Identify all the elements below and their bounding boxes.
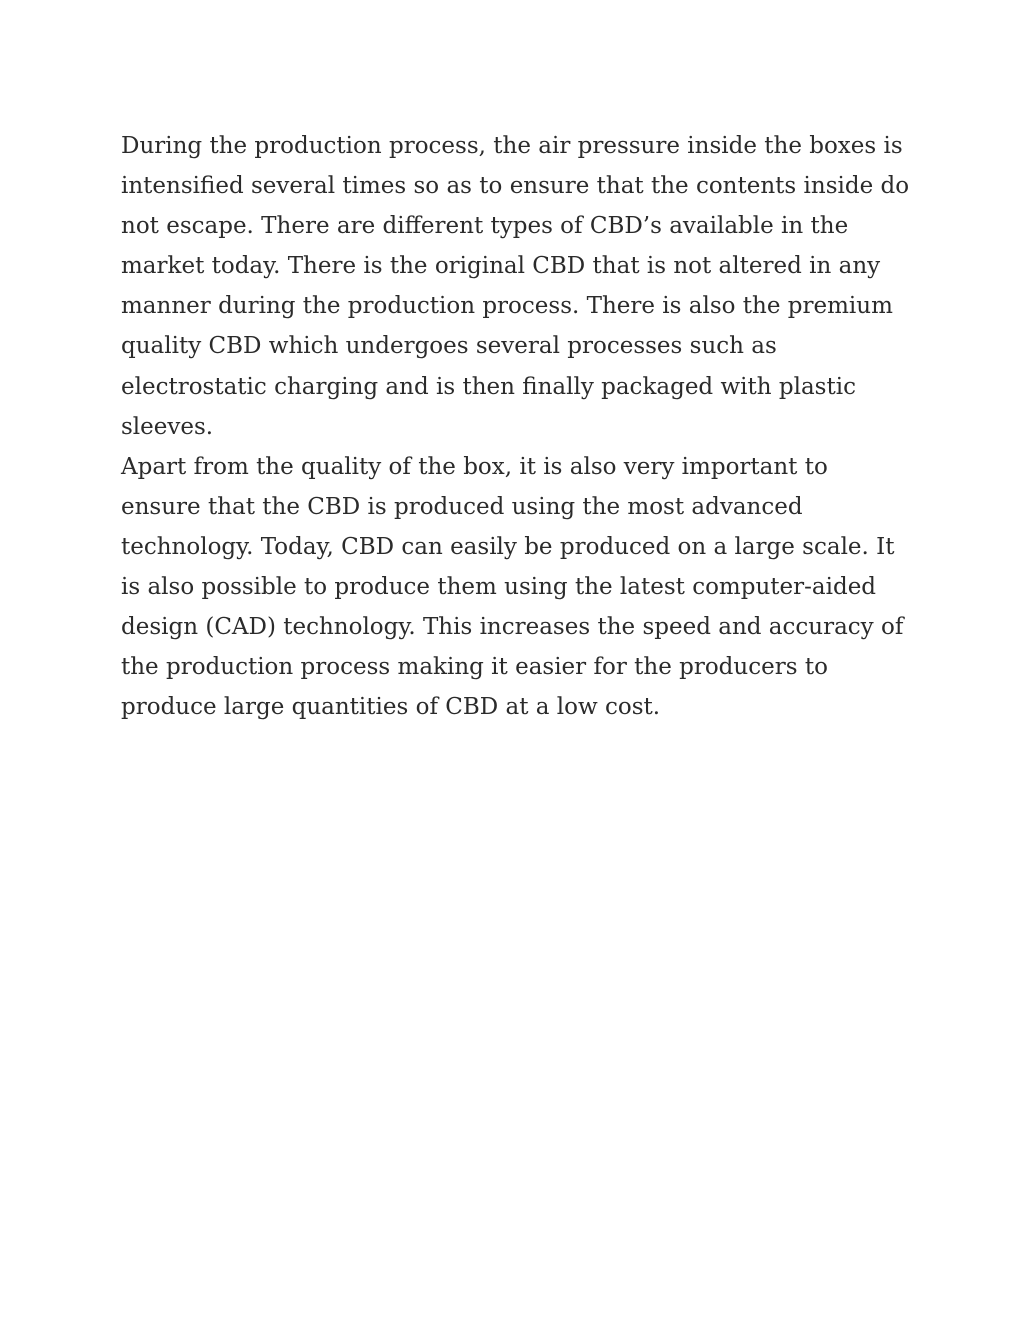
text-line: market today. There is the original CBD that is not altered in any: [121, 253, 881, 280]
text-line: not escape. There are different types of CBD’s available in the: [121, 213, 849, 240]
text-line: the production process making it easier for the producers to: [121, 654, 828, 681]
text-line: design (CAD) technology. This increases the speed and accuracy of: [121, 614, 904, 641]
text-line: During the production process, the air pressure inside the boxes is: [121, 133, 903, 159]
text-line: sleeves.: [121, 413, 214, 440]
text-line: Apart from the quality of the box, it is also very important to: [121, 453, 828, 480]
paragraph-production-process: [121, 126, 911, 447]
text-line: produce large quantities of CBD at a low cost.: [121, 694, 661, 721]
paragraph-technology: [121, 447, 911, 728]
text-line: manner during the production process. There is also the premium: [121, 293, 893, 320]
text-line: technology. Today, CBD can easily be produced on a large scale. It: [121, 533, 895, 560]
text-line: ensure that the CBD is produced using the most advanced: [121, 493, 803, 520]
text-line: electrostatic charging and is then finally packaged with plastic: [121, 373, 856, 400]
text-line: intensified several times so as to ensure that the contents inside do: [121, 173, 910, 200]
text-line: is also possible to produce them using the latest computer-aided: [121, 574, 877, 601]
document-body: [121, 126, 911, 727]
text-line: quality CBD which undergoes several processes such as: [121, 333, 777, 360]
